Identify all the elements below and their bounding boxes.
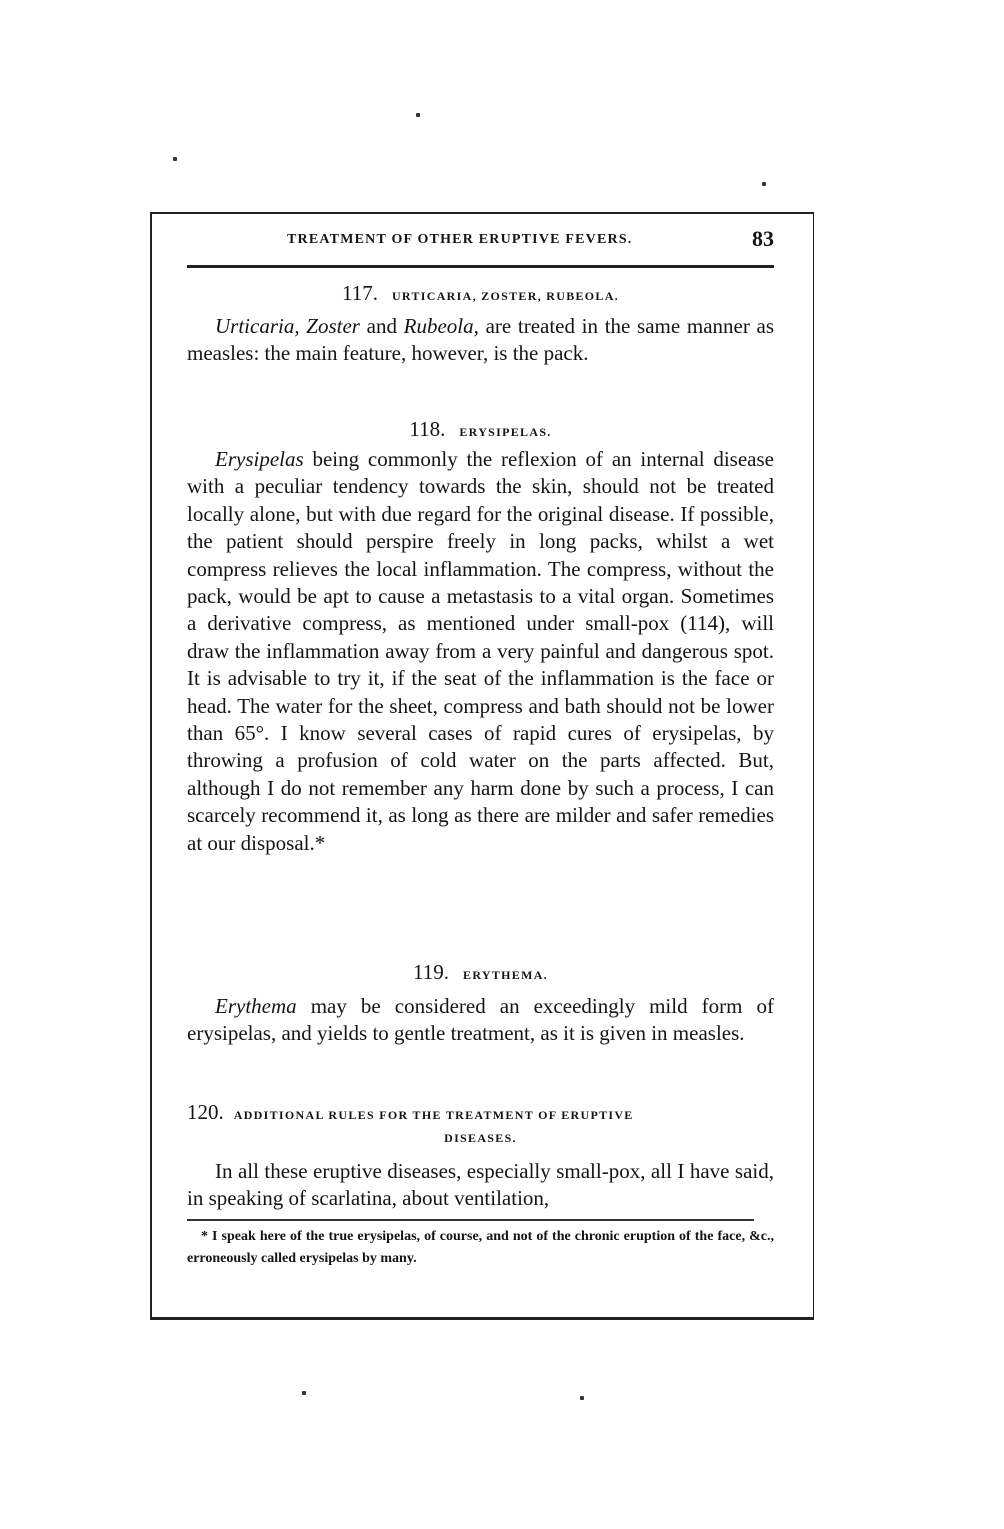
footnote-rule bbox=[187, 1219, 754, 1221]
section-117-heading bbox=[187, 281, 774, 306]
page-speck bbox=[302, 1391, 306, 1395]
term-erythema: Erythema bbox=[215, 994, 297, 1018]
section-120-heading bbox=[187, 1100, 774, 1146]
section-118-paragraph: Erysipelas being commonly the reflexion of an internal disease with a peculiar tendency towards the skin, should not be treated locally alone, but with due regard for the original disease. If possible, the patient should perspire freely in long packs, whilst a wet compress relieves the local inflammation. The compress, without the pack, would be apt to cause a metastasis to a vital organ. Sometimes a derivative compress, as mentioned under small-pox (114), will draw the inflammation away from a very painful and dangerous spot. It is advisable to try it, if the seat of the inflammation is the face or head. The water for the sheet, compress and bath should not be lower than 65°. I know several cases of rapid cures of erysipelas, by throwing a profusion of cold water on the parts affected. But, although I do not remember any harm done by such a process, I can scarcely recommend it, as long as there are milder and safer remedies at our disposal.* bbox=[187, 447, 774, 855]
section-119-heading bbox=[187, 960, 774, 985]
running-head bbox=[187, 226, 774, 262]
section-119-paragraph: Erythema may be considered an exceedingly mild form of erysipelas, and yields to gentle treatment, as it is given in measles. bbox=[187, 994, 774, 1046]
section-number: 117. bbox=[341, 281, 378, 305]
section-number: 118. bbox=[409, 417, 446, 441]
running-head-title: TREATMENT OF OTHER ERUPTIVE FEVERS. bbox=[287, 232, 633, 247]
section-title: ERYSIPELAS. bbox=[459, 425, 552, 439]
section-title: ERYTHEMA. bbox=[463, 968, 548, 982]
section-number: 120. bbox=[187, 1100, 224, 1124]
header-rule bbox=[187, 265, 774, 268]
term-rubeola: Rubeola, bbox=[403, 314, 479, 338]
footnote: * I speak here of the true erysipelas, of course, and not of the chronic eruption of the face, &c., erroneously called erysipelas by many. bbox=[187, 1229, 774, 1266]
page-speck bbox=[762, 182, 766, 186]
section-118-heading bbox=[187, 417, 774, 442]
section-title-line-2: DISEASES. bbox=[444, 1131, 517, 1145]
section-title: URTICARIA, ZOSTER, RUBEOLA. bbox=[391, 289, 620, 303]
section-title-line-1: ADDITIONAL RULES FOR THE TREATMENT OF ERUPTIVE bbox=[233, 1108, 634, 1122]
term-erysipelas: Erysipelas bbox=[215, 447, 304, 471]
section-number: 119. bbox=[413, 960, 450, 984]
page-speck bbox=[580, 1396, 584, 1400]
section-117-paragraph: Urticaria, Zoster and Rubeola, are treated in the same manner as measles: the main feature, however, is the pack. bbox=[187, 314, 774, 366]
term-urticaria: Urticaria, bbox=[215, 314, 300, 338]
page-speck bbox=[416, 113, 420, 117]
page-speck bbox=[173, 157, 177, 161]
section-120-paragraph: In all these eruptive diseases, especially small-pox, all I have said, in speaking of scarlatina, about ventilation, bbox=[187, 1159, 774, 1211]
term-zoster: Zoster bbox=[306, 314, 360, 338]
page-number: 83 bbox=[752, 226, 774, 251]
